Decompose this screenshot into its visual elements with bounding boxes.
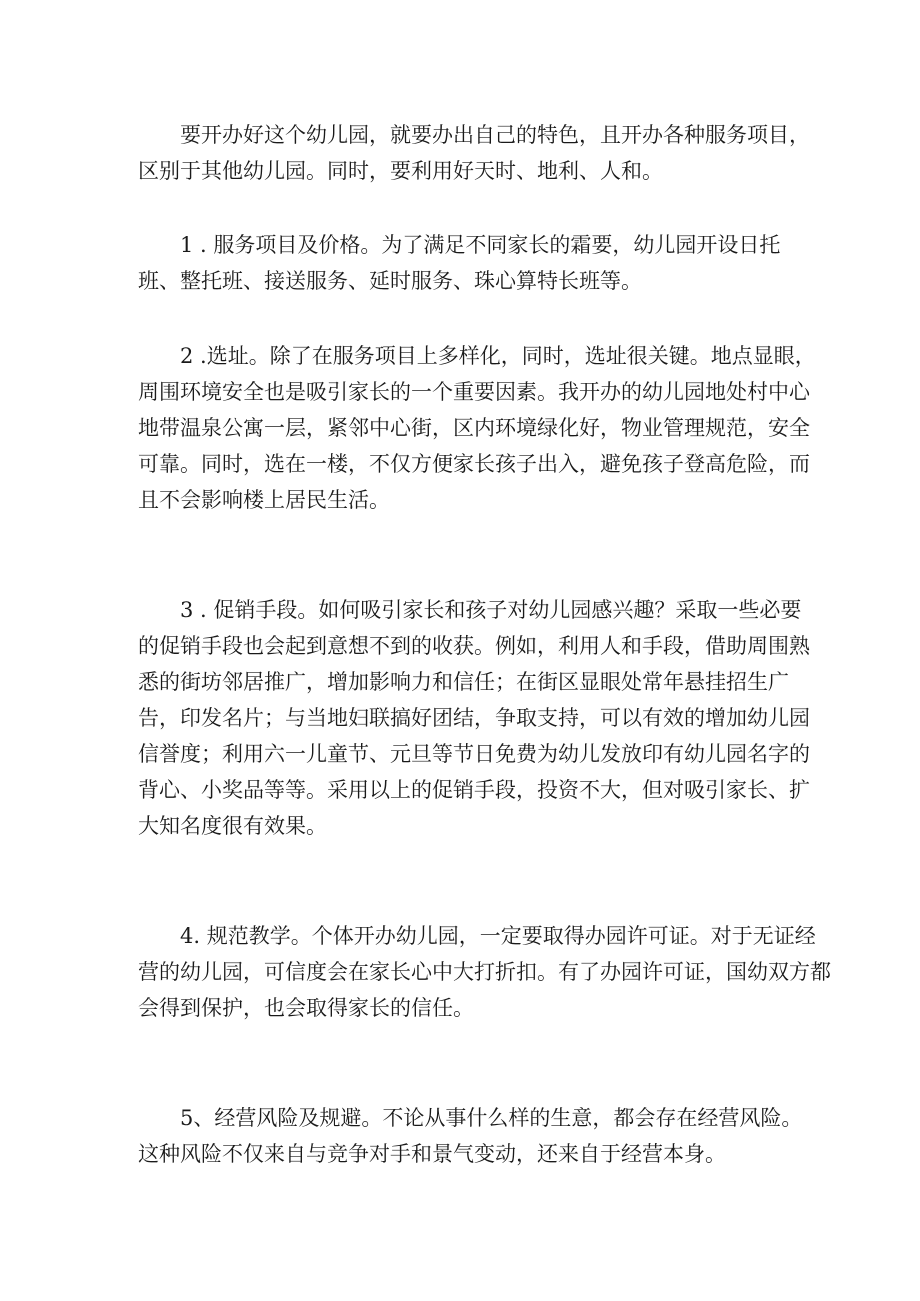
text-line: 这种风险不仅来自与竞争对手和景气变动，还来自于经营本身。: [138, 1142, 726, 1166]
paragraph-business-risk: [138, 1100, 803, 1172]
paragraph-site-selection: [138, 338, 816, 518]
text-line: 可靠。同时，选在一楼，不仅方便家长孩子出入，避免孩子登高危险，而: [138, 452, 810, 476]
paragraph-intro: [138, 117, 810, 189]
text-line: 2 .选址。除了在服务项目上多样化，同时，选址很关键。地点显眼，: [180, 344, 816, 368]
text-line: 4. 规范教学。个体开办幼儿园，一定要取得办园许可证。对于无证经: [180, 924, 816, 948]
text-line: 班、整托班、接送服务、延时服务、珠心算特长班等。: [138, 269, 642, 293]
text-line: 悉的街坊邻居推广，增加影响力和信任；在街区显眼处常年悬挂招生广: [138, 670, 789, 694]
text-line: 信誉度；利用六一儿童节、元旦等节日免费为幼儿发放印有幼儿园名字的: [138, 742, 810, 766]
text-line: 会得到保护，也会取得家长的信任。: [138, 996, 474, 1020]
text-line: 要开办好这个幼儿园，就要办出自己的特色，且开办各种服务项目，: [180, 123, 810, 147]
text-line: 且不会影响楼上居民生活。: [138, 488, 390, 512]
text-line: 周围环境安全也是吸引家长的一个重要因素。我开办的幼儿园地处村中心: [138, 380, 810, 404]
text-line: 的促销手段也会起到意想不到的收获。例如，利用人和手段，借助周围熟: [138, 634, 810, 658]
text-line: 3 . 促销手段。如何吸引家长和孩子对幼儿园感兴趣？采取一些必要: [180, 598, 802, 622]
text-line: 区别于其他幼儿园。同时，要利用好天时、地利、人和。: [138, 159, 663, 183]
text-line: 告，印发名片；与当地妇联搞好团结，争取支持，可以有效的增加幼儿园: [138, 706, 810, 730]
text-line: 营的幼儿园，可信度会在家长心中大打折扣。有了办园许可证，国幼双方都: [138, 960, 831, 984]
text-line: 1 . 服务项目及价格。为了满足不同家长的霜要，幼儿园开设日托: [180, 233, 781, 257]
text-line: 地带温泉公寓一层，紧邻中心街，区内环境绿化好，物业管理规范，安全: [138, 416, 810, 440]
text-line: 大知名度很有效果。: [138, 814, 327, 838]
paragraph-services-pricing: [138, 227, 780, 299]
paragraph-standard-teaching: [138, 918, 831, 1026]
text-line: 5、经营风险及规避。不论从事什么样的生意，都会存在经营风险。: [180, 1106, 803, 1130]
text-line: 背心、小奖品等等。采用以上的促销手段，投资不大，但对吸引家长、扩: [138, 778, 810, 802]
paragraph-promotion: [138, 592, 810, 844]
